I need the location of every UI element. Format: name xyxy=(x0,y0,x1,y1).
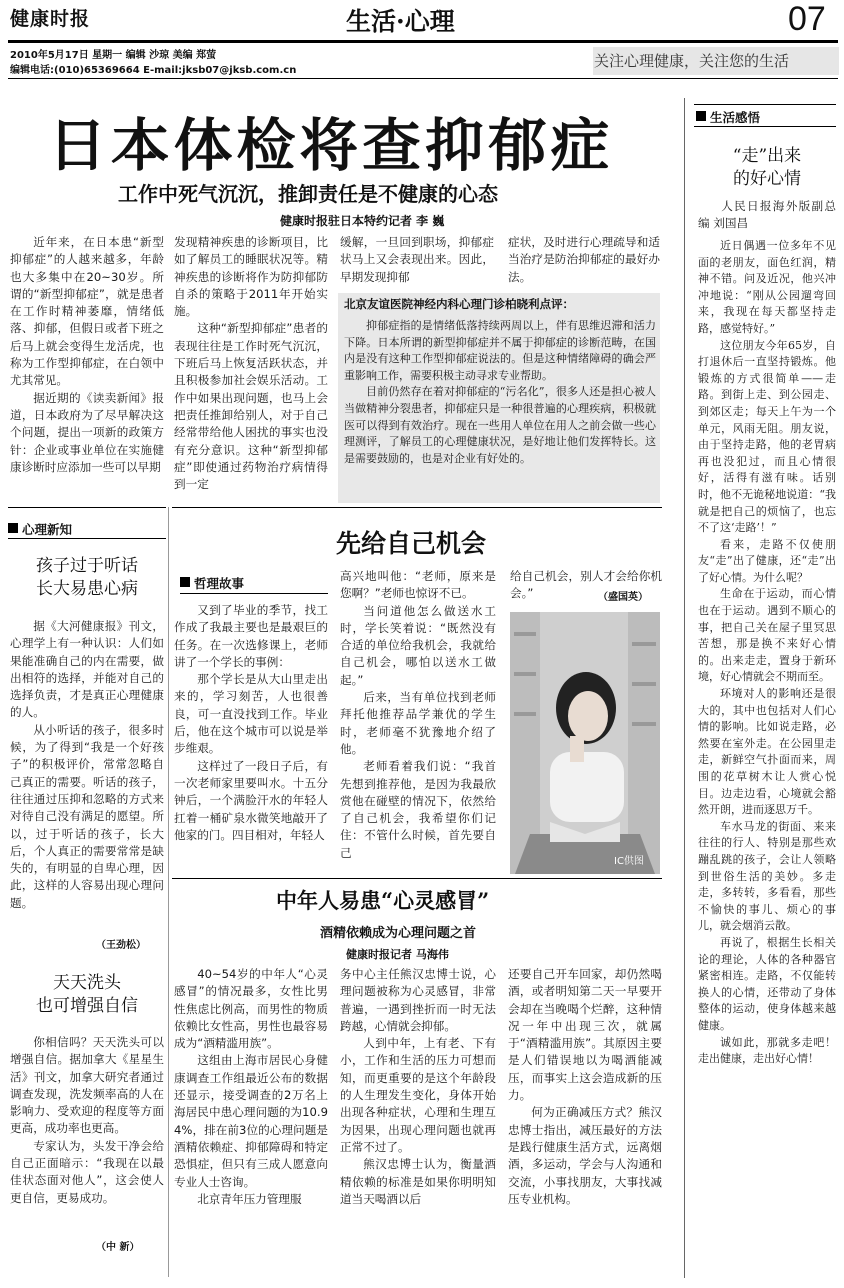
main-article-col3: 缓解，一旦回到职场，抑郁症状马上又会表现出来。因此，早期发现抑郁 xyxy=(340,235,494,284)
walking-article-title: “走”出来 的好心情 xyxy=(732,146,802,189)
section-title: 生活·心理 xyxy=(346,7,455,36)
main-headline: 日本体检将查抑郁症 xyxy=(48,113,614,179)
page-number: 07 xyxy=(788,0,826,38)
story-col3: 给自己机会，别人才会给你机会。” xyxy=(510,569,662,601)
expert-comment-heading: 北京友谊医院神经内科心理门诊柏晓利点评： xyxy=(344,297,574,311)
right-head-underline xyxy=(694,126,836,127)
main-article-col2: 发现精神疾患的诊断项目，比如了解员工的睡眠状况等。精神疾患的诊断将作为防抑郁防自杀的策略于2011年开始实施。 这种“新型抑郁症”患者的表现往往是工作时死气沉沉，下班后马上恢复活跃状态，并且积极参加社会娱乐活动。工作中如果出现问题，也马上会把责任推卸给别人，对于自己经常带给他人困扰的事实也没有充分意识。这种“新型抑郁症”即使通过药物治疗病情得到一定 xyxy=(174,235,328,492)
photo-credit: IC供图 xyxy=(614,856,644,867)
page-slogan: 关注心理健康，关注您的生活 xyxy=(594,52,790,70)
masthead-logo: 健康时报 xyxy=(10,8,91,30)
section-head-psych-news: 心理新知 xyxy=(8,520,72,538)
main-article-col4: 症状，及时进行心理疏导和适当治疗是防治抑郁症的最好办法。 xyxy=(508,235,660,284)
masthead-rule xyxy=(8,40,838,43)
cold-top-rule xyxy=(172,878,662,879)
walking-article-body: 近日偶遇一位多年不见面的老朋友，面色红润，精神不错。问及近况，他兴冲冲地说：“刚从公园遛弯回来，我现在每天都坚持走路，感觉特好。” 这位朋友今年65岁，自打退休后一直坚持锻炼。他锻炼的方式很简单——走路。到街上走、到公园走、到郊区走；每天上午为一个单元，风雨无阻。朋友说，由于坚持走路，他的老胃病再也没犯过，而且心情很好，活得有滋有味。话别时，他不无诡秘地说道：“我就是把自己的烦恼了，也忘不了这‘走路’！” 看来，走路不仅使朋友“走”出了健康，还“走”出了好心情。为什么呢？ 生命在于运动，而心情也在于运动。遇到不顺心的事，把自己关在屋子里冥思苦想，那是换不来好心情的。出来走走，置身于新环境，好心情就会不期而至。 环境对人的影响还是很大的，其中也包括对人们心情的影响。比如说走路，必然要在室外走。在公园里走走，新鲜空气扑面而来，周围的花草树木让人赏心悦目。边走边看，心境就会豁然开朗，进而逐思万千。 车水马龙的街面、来来往往的行人、特别是那些欢蹦乱跳的孩子，会让人领略到世俗生活的美妙。多走走，多转转，多看看，那些不愉快的事儿、烦心的事儿，就会烟消云散。 再说了，根据生长相关论的理论，人体的各种器官紧密相连。走路，不仅能转换人的心情，还带动了身体整体的运动，使身体越来越健康。 诚如此，那就多走吧！走出健康，走出好心情！ xyxy=(698,239,836,1066)
editor-contact: 编辑电话:(010)65369664 E-mail:jksb07@jksb.com.cn xyxy=(10,65,297,76)
article-wash-hair-credit: （中 新） xyxy=(96,1242,140,1253)
article-obedient-children-title: 孩子过于听话 长大易患心病 xyxy=(36,556,138,599)
reading-woman-illustration xyxy=(510,612,660,874)
left-section-rule xyxy=(8,507,166,508)
expert-comment-body: 抑郁症指的是情绪低落持续两周以上，伴有思维迟滞和活力下降。日本所谓的新型抑郁症并不属于抑郁症的诊断范畴，在国内是没有这种工作型抑郁症说法的。但是这种情绪障碍的确会严重影响工作，需要积极主动寻求专业帮助。 目前仍然存在着对抑郁症的“污名化”，很多人还是担心被人当做精神分裂患者，抑郁症只是一种很普遍的心理疾病，积极就医可以得到有效治疗。现在一些用人单位在用人之前会做一些心理测评，了解员工的心理健康状况，是好地让他们发挥特长。这是需要鼓励的，也是对企业有好处的。 xyxy=(344,319,656,465)
right-section-rule xyxy=(694,104,836,105)
cold-subheadline: 酒精依赖成为心理问题之首 xyxy=(320,926,477,941)
story-photo xyxy=(510,612,660,874)
main-byline: 健康时报驻日本特约记者 李 巍 xyxy=(280,214,445,228)
cold-col1: 40~54岁的中年人“心灵感冒”的情况最多，女性比男性焦虑比例高，而男性的物质依赖比女性高，男性也最容易成为“酒精滥用族”。 这组由上海市居民心身健康调查工作组最近公布的数据还显示，接受调查的2万名上海居民中患心理问题的为10.94%，排在前3位的心理问题是酒精依赖症、抑郁障碍和特定恐惧症，但只有三成人愿意向专业人士咨询。 北京青年压力管理服 xyxy=(174,967,328,1206)
cold-col3: 还要自己开车回家，却仍然喝酒，或者明知第二天一早要开会却在当晚喝个烂醉，这种情况一年中出现三次，就属于“酒精滥用族”。其原因主要是人们错误地以为喝酒能减压，而事实上这会造成新的压力。 何为正确减压方式？熊汉忠博士指出，减压最好的方法是践行健康生活方式，远离烟酒，多运动，学会与人沟通和交流，小事找朋友，大事找减压专业机构。 xyxy=(508,967,662,1206)
story-title: 先给自己机会 xyxy=(336,529,487,558)
story-top-rule xyxy=(172,507,662,508)
story-credit: （盛国英） xyxy=(598,592,648,603)
story-col2: 高兴地叫他：“老师，原来是您啊？”老师也惊讶不已。 当问道他怎么做送水工时，学长笑着说：“既然没有合适的单位给我机会，我就给自己机会，哪怕以送水工做起。” 后来，当有单位找到老师拜托他推荐品学兼优的学生时，老师毫不犹豫地介绍了他。 老师看着我们说：“我首先想到推荐他，是因为我最欣赏他在碰壁的情况下，依然给了自己机会，我希望你们记住：不管什么时候，首先要自己 xyxy=(340,569,496,860)
section-head-philosophy: 哲理故事 xyxy=(180,574,244,592)
cold-col2: 务中心主任熊汉忠博士说，心理问题被称为心灵感冒，非常普遍，一遇到挫折而一时无法跨越，心情就会抑郁。 人到中年，上有老、下有小，工作和生活的压力可想而知，而更重要的是这个年龄段的人生理发生变化，身体开始出现各种症状，心理和生理互为因果，出现心理问题也就再正常不过了。 熊汉忠博士认为，衡量酒精依赖的标准是如果你明明知道当天喝酒以后 xyxy=(340,967,496,1206)
cold-byline: 健康时报记者 马海伟 xyxy=(346,948,449,961)
cold-headline: 中年人易患“心灵感冒” xyxy=(276,888,490,913)
main-article-col1: 近年来，在日本患“新型抑郁症”的人越来越多，年龄也大多集中在20~30岁。所谓的“新型抑郁症”，就是患者在工作时精神萎靡，情绪低落、抑郁，但假日或者下班之后马上就会变得生龙活虎，也称为工作型抑郁症，在白领中尤其常见。 据近期的《读卖新闻》报道，日本政府为了尽早解决这个问题，提出一项新的政策方针：企业或事业单位在实施健康诊断时应添加一些可以早期 xyxy=(10,235,164,474)
issue-info: 2010年5月17日 星期一 编辑 沙琼 美编 郑萤 xyxy=(10,50,217,61)
header-underline xyxy=(8,78,838,79)
article-obedient-children-body: 据《大河健康报》刊文，心理学上有一种认识：人们如果能准确自己的内在需要，做出相符的选择，并能对自己的选择负责，才是真正心理健康的人。 从小听话的孩子，很多时候，为了得到“我是一个好孩子”的积极评价，常常忽略自己真正的需要。听话的孩子，往往通过压抑和忽略的方式来对待自己没有满足的愿望。所以，过于听话的孩子，长大后，个人真正的需要常常是缺失的，有明显的自卑心理，因此，这样的人容易出现心理问题。 xyxy=(10,619,164,910)
left-column-divider xyxy=(168,507,169,1277)
story-col1: 又到了毕业的季节，找工作成了我最主要也是最艰巨的任务。在一次选修课上，老师讲了一个学长的事例： 那个学长是从大山里走出来的，学习刻苦，人也很善良，可一直没找到工作。毕业后，他在这个城市可以说是举步维艰。 这样过了一段日子后，有一次老师家里要叫水。十五分钟后，一个满脸汗水的年轻人扛着一桶矿泉水微笑地敲开了他家的门。四目相对，年轻人 xyxy=(174,603,328,842)
walking-article-author: 人民日报海外版副总编 刘国昌 xyxy=(698,199,836,231)
main-subheadline: 工作中死气沉沉，推卸责任是不健康的心态 xyxy=(118,182,498,206)
article-wash-hair-body: 你相信吗？天天洗头可以增强自信。据加拿大《星星生活》刊文，加拿大研究者通过调查发现，洗发频率高的人在影响力、受欢迎的程度等方面更高，成功率也更高。 专家认为，头发干净会给自己正面暗示：“我现在以最佳状态面对他人”，这会使人更自信，更易成功。 xyxy=(10,1035,164,1205)
right-column-divider xyxy=(684,98,685,1278)
section-head-life-insight: 生活感悟 xyxy=(696,108,760,126)
story-head-underline xyxy=(180,593,328,594)
left-head-underline xyxy=(8,538,166,539)
article-obedient-children-credit: （王劲松） xyxy=(96,940,146,951)
article-wash-hair-title: 天天洗头 也可增强自信 xyxy=(36,973,138,1016)
